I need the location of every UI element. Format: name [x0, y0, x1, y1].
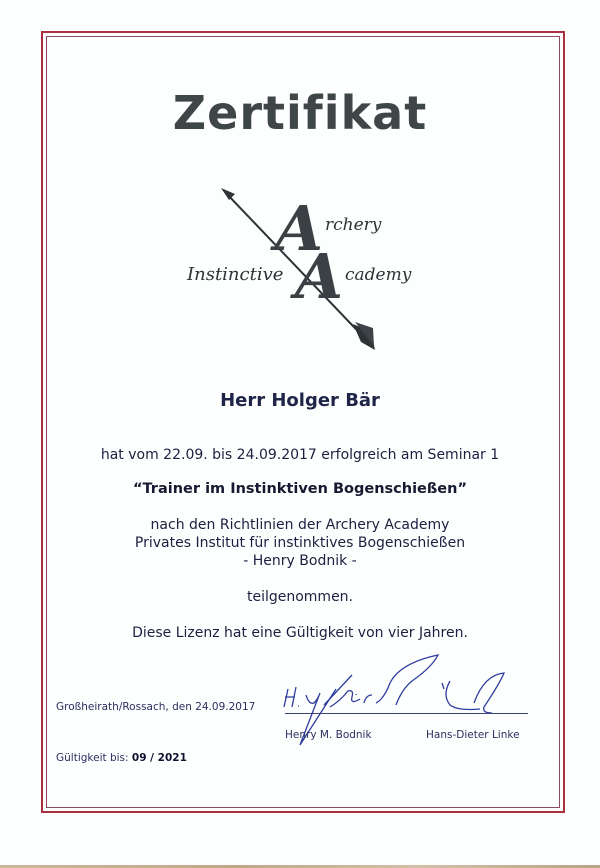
arrowhead-icon [221, 188, 235, 200]
validity-value: 09 / 2021 [131, 752, 187, 764]
place-date: Großheirath/Rossach, den 24.09.2017 [56, 701, 256, 713]
svg-text:Instinctive: Instinctive [187, 264, 284, 285]
recipient-name: Herr Holger Bär [220, 390, 380, 411]
validity-label: Gültigkeit bis: [56, 752, 129, 764]
guidelines-line: nach den Richtlinien der Archery Academy [150, 517, 450, 533]
signatory-bodnik: Henry M. Bodnik [285, 729, 372, 741]
signature-line [285, 713, 528, 714]
participated-line: teilgenommen. [246, 589, 354, 605]
signatory-linke: Hans-Dieter Linke [426, 729, 520, 741]
archery-academy-logo [175, 182, 425, 357]
license-validity-line: Diese Lizenz hat eine Gültigkeit von vier Jahren. [132, 625, 468, 641]
seminar-dates-line: hat vom 22.09. bis 24.09.2017 erfolgreich am Seminar 1 [100, 447, 500, 463]
svg-text:cademy: cademy [345, 265, 412, 285]
svg-text:A: A [275, 192, 324, 265]
certificate-title: Zertifikat [172, 86, 428, 140]
svg-text:rchery: rchery [325, 215, 382, 235]
svg-text:A: A [295, 240, 344, 313]
institute-line: Privates Institut für instinktives Bogenschießen [134, 535, 466, 551]
seminar-title: “Trainer im Instinktiven Bogenschießen” [132, 481, 467, 497]
validity [56, 752, 187, 764]
founder-line: - Henry Bodnik - [243, 553, 357, 569]
